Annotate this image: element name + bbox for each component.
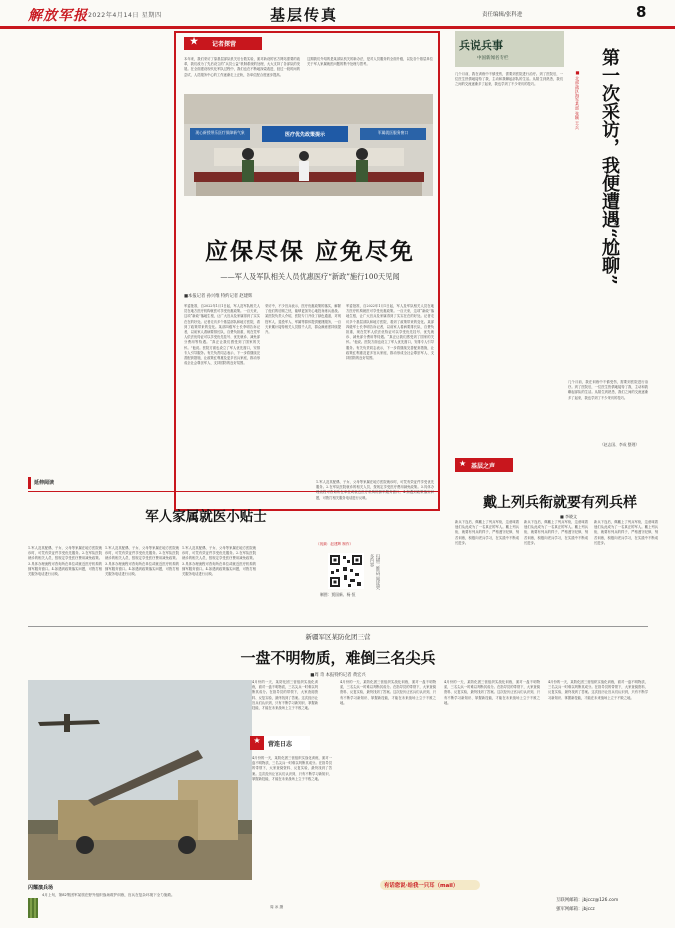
- drone-launch-image: [28, 680, 252, 880]
- sidebar-author: ■ 北部战区海军某部 张颖 王兵: [575, 70, 580, 130]
- extend-tag: 延伸阅读: [34, 480, 55, 486]
- main-subhead: ——军人及军队相关人员优惠医疗“新政”施行100天见闻: [220, 272, 400, 281]
- intro-text: 本年来，我们采访了原基层部队机关后台数实验，面对新设的官方网站需要的改革，我们改为了先后设立的“兵员公益”机制系统的处理，大大支持了各部队的发展。在全面建设现代化军队过程中，我们也在不断地探索改进，经过一段时间的尝试，人员服务中心的工作逐渐走上正轨，各单位配合度逐步提高。: [184, 57, 300, 77]
- sidebar-headline: 第一次采访，我便遭遇“尬聊”: [599, 48, 620, 285]
- photo-caption-title: 闪耀演兵场: [28, 885, 54, 891]
- page-number: 8: [636, 3, 647, 21]
- star-icon: ★: [459, 459, 467, 468]
- star-icon: ★: [250, 736, 264, 750]
- main-byline: ■本报记者 孙兴维 特约记者 赵建辉: [184, 294, 253, 299]
- main-body-col2: 采访中，不少官兵表示，医疗优惠政策的落实，解除了他们的后顾之忧，能够更加安心地投身练兵备战。某医院负责人介绍，医院专门开设了绿色通道，对现役军人、退役军人、军属等群体提供便捷服务，一百天来累计接待相关人员数千人次，群众满意度持续提升。: [265, 304, 341, 335]
- story4-byline: ■周 奇 本报特约记者 黄宏兴: [310, 673, 366, 678]
- story4-col4: 4月份的一天，某防化团三营组织实战化训练，面对一盘不明物质，三名尖兵一时难以判断其成分。在指导员的带领下，大家查阅资料、反复实验，最终找到了答案。这次经历让官兵们认识到，只有不断学习新知识、掌握新技能，才能在未来战场上立于不败之地。: [444, 680, 540, 705]
- story3-col3: 新兵下连后，佩戴上了列兵军衔，这意味着他们从此成为了一名真正的军人。戴上列兵衔，就要有列兵的样子，严格遵守纪律，刻苦训练，积极向老兵学习，在实践中不断成长进步。: [594, 520, 658, 545]
- box-headline: 军人家属就医小贴士: [145, 509, 267, 525]
- story3-author: ■ 李晓文: [560, 514, 578, 519]
- sign-text-1: 现心新授带乐医疗保障新气象: [195, 130, 245, 135]
- reporter-tag: [184, 37, 262, 50]
- hospital-scene-image: [184, 94, 433, 196]
- drone-photo: [28, 680, 252, 880]
- star-icon: ★: [190, 37, 199, 47]
- sidebar-body-col1: 几个月前，我在训练中不慎受伤，需要到医院进行治疗。到了医院后，一位医生热情地接待了我，主动和我聊起部队的生活。从陌生到熟悉，我们之间的交流逐渐多了起来，我也学到了不少采访的技巧。: [455, 72, 563, 87]
- main-body-col3: 军委批准，自2022年1月1日起，军人及军队相关人员在地方医疗机构就医可享受优惠政策。一百天来，这项“新政”落地生根，让广大官兵及家属得到了实实在在的好处。记者走访多个基层部队和地方医院，看到了政策带来的变化。某部四级军士长李明告诉记者，以前家人看病要排长队、自费负担重，现在凭军人依法优待证可以享受优先挂号、优先就诊、减免部分费用等待遇。“真正让我们感受到了国家的关怀。”他说。医院方面也设立了军人优先窗口，安排专人引导服务。有关负责同志表示，下一步将继续完善配套措施，让政策红利惠及更多官兵家庭，推动形成全社会尊崇军人、支持国防的良好氛围。: [346, 304, 434, 361]
- box-body-col3: 1.军人及其配偶、子女、父母等家属在地方医院就诊时，可凭有效证件享受优先服务。2.在军队医院就诊的相关人员，按规定享受医疗费用减免政策。3.具体办理流程可咨询所在单位或就近医疗机构的拥军服务窗口。4.如遇到政策落实问题，可拨打相关服务电话进行反映。: [182, 546, 256, 577]
- voice-tag: [455, 458, 513, 472]
- story3-col1: 新兵下连后，佩戴上了列兵军衔，这意味着他们从此成为了一名真正的军人。戴上列兵衔，就要有列兵的样子，严格遵守纪律，刻苦训练，积极向老兵学习，在实践中不断成长进步。: [455, 520, 519, 545]
- main-body-col1: 军委批准，自2022年1月1日起，军人及军队相关人员在地方医疗机构就医可享受优惠政策。一百天来，这项“新政”落地生根，让广大官兵及家属得到了实实在在的好处。记者走访多个基层部队和地方医院，看到了政策带来的变化。某部四级军士长李明告诉记者，以前家人看病要排长队、自费负担重，现在凭军人依法优待证可以享受优先挂号、优先就诊、减免部分费用等待遇。“真正让我们感受到了国家的关怀。”他说。医院方面也设立了军人优先窗口，安排专人引导服务。有关负责同志表示，下一步将继续完善配套措施，让政策红利惠及更多官兵家庭，推动形成全社会尊崇军人、支持国防的良好氛围。: [184, 304, 260, 366]
- story4-kicker: 新疆军区某防化团三营: [305, 633, 371, 641]
- qr-code-icon[interactable]: [328, 553, 364, 589]
- mail-logo: 有话您说·给我一只耳（mail）: [380, 880, 480, 890]
- header-rule: [0, 26, 675, 29]
- column-subtitle: 中国新闻名专栏: [477, 56, 509, 61]
- qr-caption: 扫描二维码 阅读更多内容: [369, 554, 380, 590]
- story3-col2: 新兵下连后，佩戴上了列兵军衔，这意味着他们从此成为了一名真正的军人。戴上列兵衔，就要有列兵的样子，严格遵守纪律，刻苦训练，积极向老兵学习，在实践中不断成长进步。: [524, 520, 588, 545]
- masthead: [0, 0, 675, 26]
- main-headline: 应保尽保 应免尽免: [204, 238, 415, 265]
- sign-text-2: 医疗优先政策提示: [284, 132, 325, 138]
- story4-col2: 4月份的一天，某防化团三营组织实战化训练，面对一盘不明物质，三名尖兵一时难以判断其成分。在指导员的带领下，大家查阅资料、反复实验，最终找到了答案。这次经历让官兵们认识到，只有不断学习新知识、掌握新技能，才能在未来战场上立于不败之地。: [252, 756, 332, 781]
- story3-headline: 戴上列兵衔就要有列兵样: [483, 495, 637, 511]
- box-credit: 制图：贾国新、杨 恒: [320, 592, 356, 597]
- issue-date: 2022年4月14日 星期四: [88, 12, 162, 19]
- story4-col5: 4月份的一天，某防化团三营组织实战化训练，面对一盘不明物质，三名尖兵一时难以判断其成分。在指导员的带领下，大家查阅资料、反复实验，最终找到了答案。这次经历让官兵们认识到，只有不断学习新知识、掌握新技能，才能在未来战场上立于不败之地。: [548, 680, 648, 700]
- story4-col3: 4月份的一天，某防化团三营组织实战化训练，面对一盘不明物质，三名尖兵一时难以判断其成分。在指导员的带领下，大家查阅资料、反复实验，最终找到了答案。这次经历让官兵们认识到，只有不断学习新知识、掌握新技能，才能在未来战场上立于不败之地。: [340, 680, 436, 705]
- column-title: 兵说兵事: [459, 39, 503, 52]
- sign-text-3: 军属就医服务窗口: [377, 130, 409, 135]
- reporter-tag-label: 记者探营: [212, 41, 237, 48]
- photo-credit: 周 冰 摄: [270, 905, 284, 909]
- hospital-photo: [184, 94, 433, 196]
- story4-headline: 一盘不明物质，难倒三名尖兵: [240, 649, 436, 667]
- column-header: [455, 31, 564, 67]
- sidebar-note: （赵志国、李成 整理）: [600, 442, 640, 447]
- intro-text-2: 这期我们介绍的是某部队机关的新办法，是对人员服务的全面升级，以及各个基层单位关于军人家属就医问题的集中处理与思考。: [307, 57, 433, 67]
- newspaper-logo: 解放军报: [28, 8, 88, 24]
- box-body-col1: 1.军人及其配偶、子女、父母等家属在地方医院就诊时，可凭有效证件享受优先服务。2.在军队医院就诊的相关人员，按规定享受医疗费用减免政策。3.具体办理流程可咨询所在单位或就近医疗机构的拥军服务窗口。4.如遇到政策落实问题，可拨打相关服务电话进行反映。: [28, 546, 102, 577]
- daily-tag-label: 营连日志: [268, 741, 293, 748]
- email-internet[interactable]: 互联网邮箱：jbjccz@126.com: [556, 898, 619, 903]
- voice-tag-label: 基层之声: [471, 463, 496, 470]
- caption-marker: [28, 898, 38, 918]
- photo-caption-text: 4月上旬，第82集团军某旅在野外组织战场救护训练，官兵在复杂环境下全力施救。: [42, 893, 175, 897]
- qr-label: （视频：赵建辉 制作）: [316, 542, 354, 546]
- section-title: 基层传真: [270, 6, 339, 24]
- story4-col1: 4月份的一天，某防化团三营组织实战化训练，面对一盘不明物质，三名尖兵一时难以判断其成分。在指导员的带领下，大家查阅资料、反复实验，最终找到了答案。这次经历让官兵们认识到，只有不断学习新知识、掌握新技能，才能在未来战场上立于不败之地。: [252, 680, 318, 711]
- extend-marker: [28, 477, 31, 489]
- email-intranet[interactable]: 强军网邮箱：jbjccz: [556, 907, 595, 912]
- section-divider: [28, 626, 648, 627]
- sidebar-body-col2: 几个月前，我在训练中不慎受伤，需要到医院进行治疗。到了医院后，一位医生热情地接待了我，主动和我聊起部队的生活。从陌生到熟悉，我们之间的交流逐渐多了起来，我也学到了不少采访的技巧。: [568, 380, 648, 400]
- box-body-col4: 1.军人及其配偶、子女、父母等家属在地方医院就诊时，可凭有效证件享受优先服务。2.在军队医院就诊的相关人员，按规定享受医疗费用减免政策。3.具体办理流程可咨询所在单位或就近医疗机构的拥军服务窗口。4.如遇到政策落实问题，可拨打相关服务电话进行反映。: [316, 480, 434, 500]
- editor-credit: 责任编辑/张科进: [482, 12, 523, 18]
- box-body-col2: 1.军人及其配偶、子女、父母等家属在地方医院就诊时，可凭有效证件享受优先服务。2.在军队医院就诊的相关人员，按规定享受医疗费用减免政策。3.具体办理流程可咨询所在单位或就近医疗机构的拥军服务窗口。4.如遇到政策落实问题，可拨打相关服务电话进行反映。: [105, 546, 179, 577]
